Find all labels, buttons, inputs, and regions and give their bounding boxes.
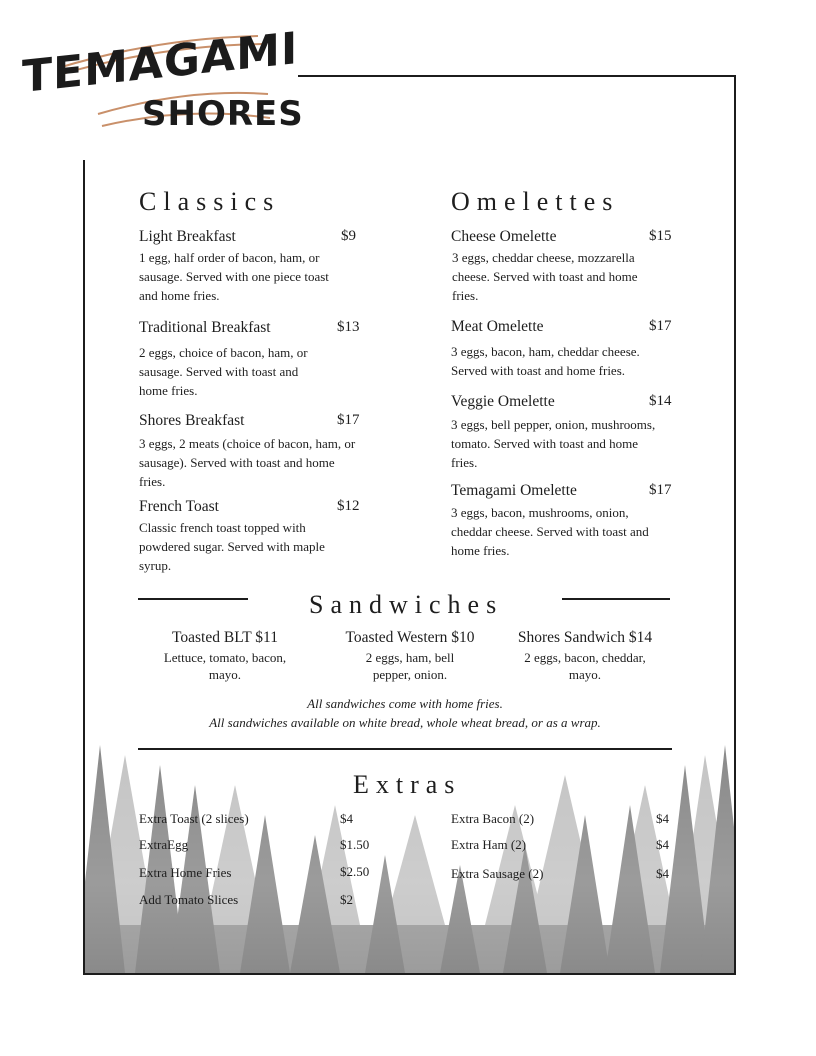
sandwich-name: Toasted Western $10	[345, 629, 475, 646]
extra-price: $1.50	[340, 837, 370, 852]
item-price: $14	[649, 393, 672, 409]
logo-line2: SHORES	[142, 94, 304, 134]
extra-name: Extra Sausage (2)	[451, 866, 544, 881]
extra-name: Add Tomato Slices	[139, 892, 239, 907]
extra-name: ExtraEgg	[139, 837, 189, 852]
item-price: $17	[337, 412, 360, 428]
item-name: Light Breakfast	[139, 228, 236, 245]
item-name: Temagami Omelette	[451, 482, 577, 499]
item-price: $15	[649, 228, 672, 244]
extras-rule	[138, 748, 672, 750]
item-desc: 3 eggs, bell pepper, onion, mushrooms, tomato. Served with toast and home fries.	[451, 417, 656, 470]
item-price: $12	[337, 498, 360, 514]
item-desc: 2 eggs, choice of bacon, ham, or sausage. Served with toast and home fries.	[139, 345, 308, 398]
item-name: French Toast	[139, 498, 219, 515]
item-desc: 1 egg, half order of bacon, ham, or sausage. Served with one piece toast and home fries.	[139, 250, 329, 303]
sandwiches-title: Sandwiches	[309, 590, 504, 619]
item-price: $17	[649, 482, 672, 498]
item-price: $17	[649, 318, 672, 334]
sandwich-shores	[500, 629, 670, 683]
sandwiches-rule-left	[138, 598, 248, 600]
classics-title: Classics	[139, 187, 281, 216]
item-desc: 3 eggs, bacon, mushrooms, onion, cheddar cheese. Served with toast and home fries.	[451, 505, 649, 558]
sandwiches-note-2: All sandwiches available on white bread, whole wheat bread, or as a wrap.	[209, 715, 601, 730]
extra-price: $4	[340, 811, 353, 826]
item-desc: 3 eggs, bacon, ham, cheddar cheese. Served with toast and home fries.	[451, 344, 640, 378]
item-name: Cheese Omelette	[451, 228, 557, 245]
extra-name: Extra Toast (2 slices)	[139, 811, 249, 826]
sandwich-name: Toasted BLT $11	[172, 629, 278, 646]
sandwich-desc: 2 eggs, ham, bell pepper, onion.	[365, 650, 455, 682]
sandwich-name: Shores Sandwich $14	[517, 629, 653, 646]
extra-price: $4	[656, 811, 669, 826]
item-desc: 3 eggs, cheddar cheese, mozzarella cheese. Served with toast and home fries.	[452, 250, 638, 303]
logo	[18, 22, 304, 138]
extra-name: Extra Ham (2)	[451, 837, 527, 852]
item-desc: 3 eggs, 2 meats (choice of bacon, ham, or sausage). Served with toast and home fries.	[139, 436, 356, 489]
item-name: Veggie Omelette	[451, 393, 555, 410]
frame-top-line	[298, 75, 736, 77]
item-price: $13	[337, 319, 360, 335]
extra-price: $2	[340, 892, 353, 907]
item-name: Shores Breakfast	[139, 412, 245, 429]
sandwich-desc: 2 eggs, bacon, cheddar, mayo.	[524, 650, 646, 682]
item-desc: Classic french toast topped with powdered sugar. Served with maple syrup.	[139, 520, 325, 573]
sandwich-blt	[140, 629, 310, 683]
sandwich-western	[325, 629, 495, 683]
sandwiches-rule-right	[562, 598, 670, 600]
logo-line1: TEMAGAMI	[22, 22, 299, 103]
item-price: $9	[341, 228, 356, 244]
item-name: Traditional Breakfast	[139, 319, 271, 336]
extra-price: $4	[656, 837, 669, 852]
item-name: Meat Omelette	[451, 318, 544, 335]
omelettes-title: Omelettes	[451, 187, 620, 216]
frame-right-line	[734, 75, 736, 975]
extras-title: Extras	[353, 770, 462, 799]
sandwiches-note-1: All sandwiches come with home fries.	[307, 696, 503, 711]
extra-name: Extra Home Fries	[139, 865, 232, 880]
extra-price: $2.50	[340, 864, 370, 879]
extra-name: Extra Bacon (2)	[451, 811, 535, 826]
extra-price: $4	[656, 866, 669, 881]
frame-bottom-line	[83, 973, 736, 975]
sandwich-desc: Lettuce, tomato, bacon, mayo.	[163, 650, 287, 682]
